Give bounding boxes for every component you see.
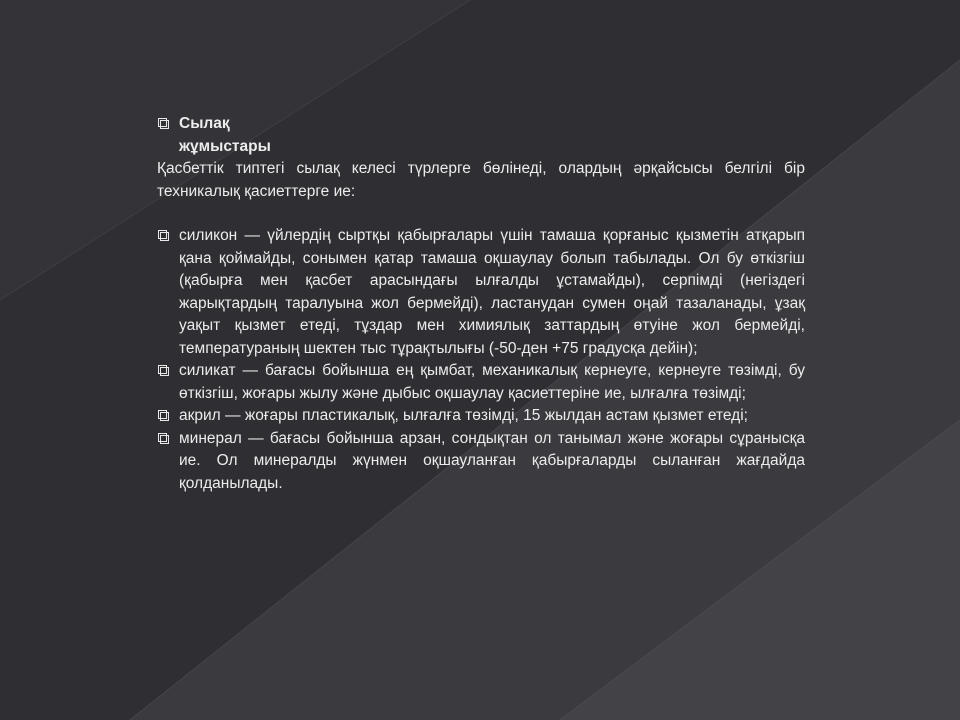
list-item-text: минерал — бағасы бойынша арзан, сондықтан ол танымал және жоғары сұранысқа ие. Ол минералды жүнмен оқшауланған қабырғаларды сыланған жағдайда қолданылады.: [179, 429, 805, 492]
list-item-text: силикат — бағасы бойынша ең қымбат, механикалық кернеуге, кернеуге төзімді, бу өткізгіш, жоғары жылу және дыбыс оқшаулау қасиеттеріне ие, ылғалға төзімді;: [179, 362, 805, 402]
list-item: [157, 360, 805, 405]
slide-title: Сылақ жұмыстары: [179, 115, 271, 155]
checkbox-bullet-icon: [157, 113, 169, 136]
checkbox-bullet-icon: [157, 225, 169, 248]
title-row: [157, 113, 805, 158]
slide-content: [157, 113, 805, 495]
list-item: [157, 225, 805, 360]
list-item-text: акрил — жоғары пластикалық, ылғалға төзімді, 15 жылдан астам қызмет етеді;: [179, 407, 748, 424]
checkbox-bullet-icon: [157, 428, 169, 451]
list-item-text: силикон — үйлердің сыртқы қабырғалары үшін тамаша қорғаныс қызметін атқарып қана қоймайды, сонымен қатар тамаша оқшаулау болып табылады. Ол бу өткізгіш (қабырға мен қасбет арасындағы ылғалды ұстамайды), серпімді (негіздегі жарықтардың таралуына жол бермейді), ластанудан сумен оңай тазаланады, ұзақ уақыт қызмет етеді, тұздар мен химиялық заттардың өтуіне жол бермейді, температураның шектен тыс тұрақтылығы (-50-ден +75 градусқа дейін);: [179, 227, 805, 357]
checkbox-bullet-icon: [157, 405, 169, 428]
intro-paragraph: Қасбеттік типтегі сылақ келесі түрлерге бөлінеді, олардың әрқайсысы белгілі бір техникалық қасиеттерге ие:: [157, 160, 805, 200]
checkbox-bullet-icon: [157, 360, 169, 383]
list-item: [157, 405, 805, 428]
list-item: [157, 428, 805, 496]
